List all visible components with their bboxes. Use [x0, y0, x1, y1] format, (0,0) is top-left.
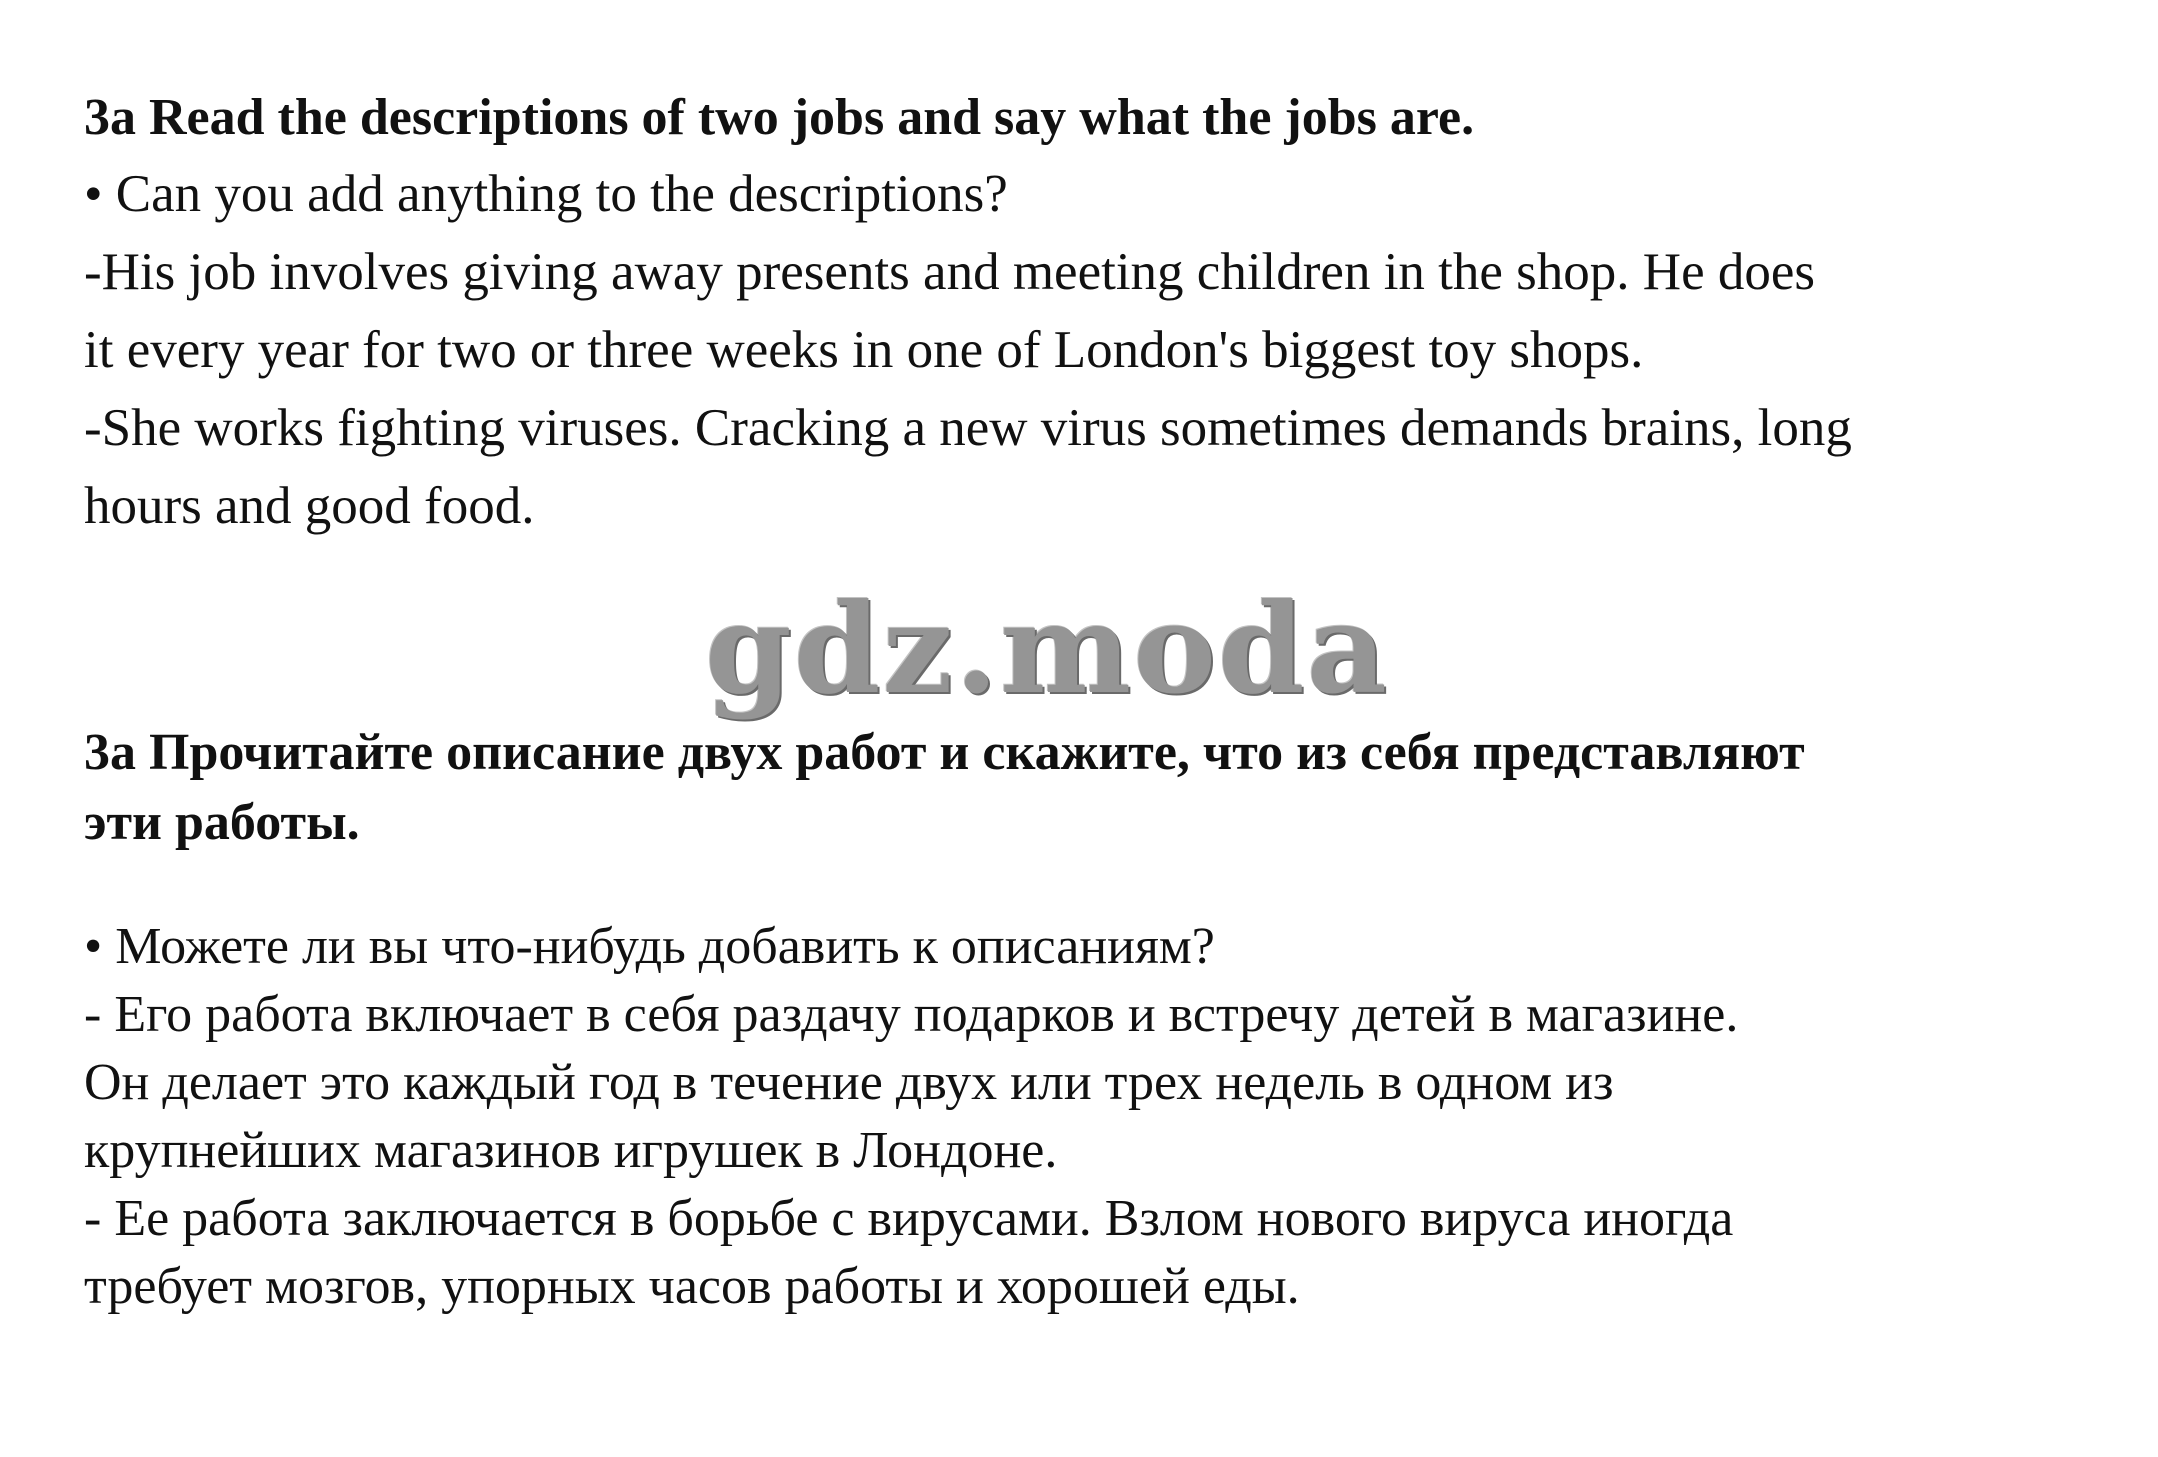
english-description-line: it every year for two or three weeks in one of London's biggest toy shops.: [84, 321, 1644, 379]
watermark-logo: gdz.moda: [705, 577, 1389, 722]
english-task-heading: [84, 88, 2094, 148]
russian-description-line: крупнейших магазинов игрушек в Лондоне.: [84, 1122, 1058, 1179]
russian-description-line: Он делает это каждый год в течение двух или трех недель в одном из: [84, 1054, 1614, 1111]
english-question-line: • Can you add anything to the descriptions?: [84, 165, 1008, 223]
english-description-line: hours and good food.: [84, 477, 535, 535]
russian-description-line: - Его работа включает в себя раздачу подарков и встречу детей в магазине.: [84, 986, 1739, 1043]
russian-task-body: [84, 913, 2094, 1321]
russian-question-line: • Можете ли вы что-нибудь добавить к описаниям?: [84, 918, 1215, 975]
english-description-line: -She works fighting viruses. Cracking a new virus sometimes demands brains, long: [84, 399, 1852, 457]
russian-heading-line: эти работы.: [84, 794, 360, 851]
english-heading-text: 3a Read the descriptions of two jobs and say what the jobs are.: [84, 89, 1475, 146]
russian-description-line: требует мозгов, упорных часов работы и хорошей еды.: [84, 1258, 1300, 1315]
russian-task-heading: [84, 718, 2094, 858]
russian-heading-line: 3a Прочитайте описание двух работ и скажите, что из себя представляют: [84, 724, 1805, 781]
english-task-body: [84, 155, 2094, 545]
russian-description-line: - Ее работа заключается в борьбе с вирусами. Взлом нового вируса иногда: [84, 1190, 1734, 1247]
english-description-line: -His job involves giving away presents and meeting children in the shop. He does: [84, 243, 1815, 301]
